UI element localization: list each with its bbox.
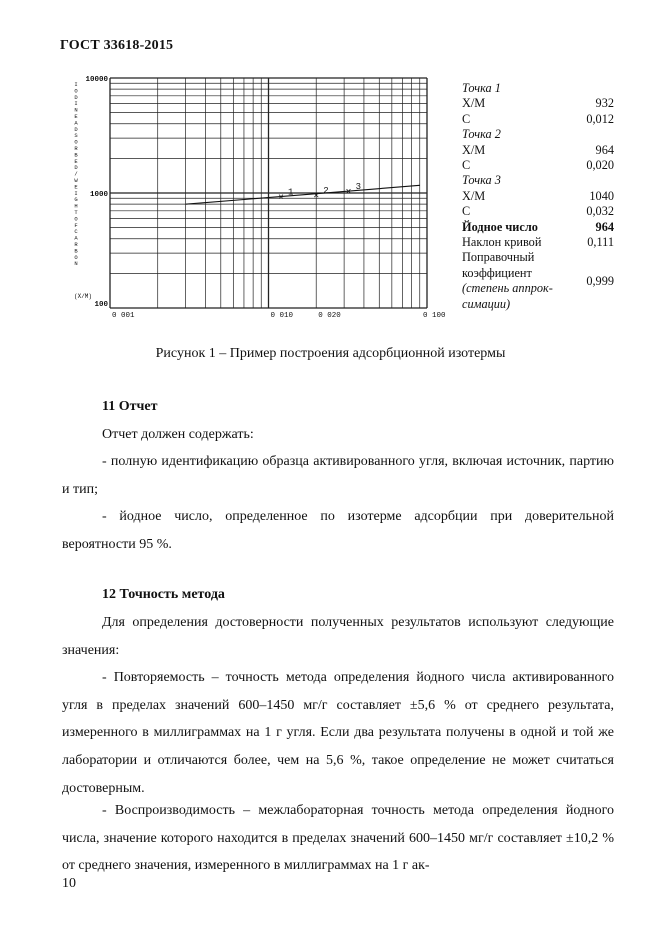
y-axis-title-letter: O	[74, 253, 78, 261]
y-axis-title-letter: N	[74, 260, 78, 268]
data-point-label: 1	[288, 187, 294, 198]
y-axis-title-letter: A	[74, 234, 78, 242]
y-axis-title-letter: H	[74, 202, 78, 210]
legend-point2-xm-row	[462, 143, 614, 158]
y-axis-title-letter: I	[74, 81, 78, 88]
page-number: 10	[62, 876, 76, 891]
legend-point2-title: Точка 2	[462, 127, 501, 142]
legend-c-value: 0,032	[586, 204, 614, 219]
legend-xm-label: X/M	[462, 96, 486, 111]
legend-iodine-label: Йодное число	[462, 219, 538, 234]
legend-xm-label: X/M	[462, 142, 486, 157]
y-tick-label: 100	[94, 301, 108, 309]
section-11-paragraph-1: Отчет должен содержать:	[102, 427, 254, 442]
y-axis-title-letter: B	[74, 247, 78, 255]
y-axis-title-letter: O	[74, 87, 78, 95]
chart-svg	[72, 72, 446, 322]
legend-xm-value: 964	[595, 142, 614, 157]
legend-point1-title: Точка 1	[462, 81, 501, 95]
data-point-marker: ×	[278, 193, 285, 205]
legend-xm-value: 1040	[589, 188, 614, 203]
data-point-label: 2	[323, 185, 329, 196]
legend-point2-c-row	[462, 158, 614, 173]
legend-iodine-row	[462, 220, 614, 235]
x-tick-label: 0 100	[423, 312, 446, 320]
legend-point3-title: Точка 3	[462, 173, 501, 188]
y-axis-title-letter: R	[74, 145, 78, 152]
y-axis-title-letter: D	[74, 164, 78, 172]
y-axis-unit: (X/M)	[74, 293, 93, 300]
y-axis-title-letter: R	[74, 241, 78, 248]
y-axis-title-letter: E	[74, 113, 78, 120]
legend-slope-label: Наклон кривой	[462, 235, 542, 250]
legend-slope-row	[462, 235, 614, 250]
y-axis-title-letter: E	[74, 157, 78, 165]
y-axis-title-letter: T	[74, 209, 78, 216]
legend-point1-xm-row	[462, 96, 614, 111]
y-tick-label: 10000	[85, 76, 108, 84]
y-axis-title-letter: I	[74, 189, 78, 197]
y-axis-title-letter: W	[74, 177, 78, 184]
data-point-marker: ×	[313, 191, 320, 203]
section-11-paragraph-2: - полную идентификацию образца активированного угля, включая источник, партию и тип;	[62, 454, 614, 497]
y-axis-title-letter: I	[74, 100, 78, 108]
legend-c-value: 0,012	[586, 111, 614, 126]
legend-point1-c-row	[462, 112, 614, 127]
legend-xm-value: 932	[595, 96, 614, 111]
y-axis-title-letter: F	[74, 221, 78, 229]
y-axis-title-letter: D	[74, 125, 78, 133]
legend-point3-xm-row	[462, 189, 614, 204]
legend-coef-note: (степень аппрок-симации)	[462, 281, 553, 311]
y-axis-title-letter: C	[74, 228, 78, 236]
legend-c-value: 0,020	[586, 158, 614, 173]
section-11-paragraph-3: - йодное число, определенное по изотерме адсорбции при доверительной вероятности 95 %.	[62, 509, 614, 552]
y-axis-title-letter: O	[74, 138, 78, 146]
legend-coef-label: Поправочный коэффициент	[462, 250, 535, 280]
legend-coef-label-block	[462, 250, 570, 312]
section-12-paragraph-3: - Воспроизводимость – межлабораторная точность метода определения йодного числа, значение которого находится в пределах значений 600–1450 мг/г составляет ±10,2 % от среднего значения, измеренного в миллиграммах на 1 г ак-	[62, 803, 614, 874]
data-point-label: 3	[355, 182, 361, 193]
legend-point3-c-row	[462, 204, 614, 219]
legend-c-label: C	[462, 204, 471, 219]
x-tick-label: 0 001	[112, 312, 135, 320]
legend-coef-row	[462, 250, 614, 312]
data-point-marker: ×	[345, 187, 352, 199]
legend-c-label: C	[462, 111, 471, 126]
section-12-paragraph-1: Для определения достоверности полученных результатов используют следующие значения:	[62, 615, 614, 658]
y-axis-title-letter: O	[74, 215, 78, 223]
section-12-paragraph-2: - Повторяемость – точность метода определения йодного числа активированного угля в пределах значений 600–1450 мг/г составляет ±5,6 % от среднего результата, измеренного в миллиграммах на 1 г угля. Если два результата получены в одной и той же лаборатории и отличаются более, чем на 5,6 %, такое определение не может считаться достоверным.	[62, 670, 614, 796]
y-axis-title-letter: N	[74, 106, 78, 114]
legend-iodine-value: 964	[595, 219, 614, 234]
legend-xm-label: X/M	[462, 188, 486, 203]
legend-slope-value: 0,111	[587, 235, 614, 250]
section-11-title: 11 Отчет	[102, 399, 158, 414]
y-axis-title-letter: A	[74, 119, 78, 127]
y-axis-title-letter: S	[74, 132, 78, 140]
legend-c-label: C	[462, 158, 471, 173]
legend-coef-value: 0,999	[586, 273, 614, 288]
y-axis-title-letter: /	[74, 170, 78, 178]
section-12-title: 12 Точность метода	[102, 587, 225, 602]
y-tick-label: 1000	[89, 191, 108, 199]
figure-caption: Рисунок 1 – Пример построения адсорбционной изотермы	[155, 346, 506, 361]
y-axis-title-letter: D	[74, 93, 78, 101]
x-tick-label: 0 020	[318, 312, 341, 320]
x-tick-label: 0 010	[270, 312, 294, 320]
document-header: ГОСТ 33618-2015	[60, 38, 174, 53]
figure-legend	[462, 81, 614, 312]
adsorption-isotherm-chart	[72, 72, 446, 322]
y-axis-title-letter: B	[74, 151, 78, 159]
y-axis-title-letter: G	[74, 196, 78, 204]
y-axis-title-letter: E	[74, 183, 78, 191]
